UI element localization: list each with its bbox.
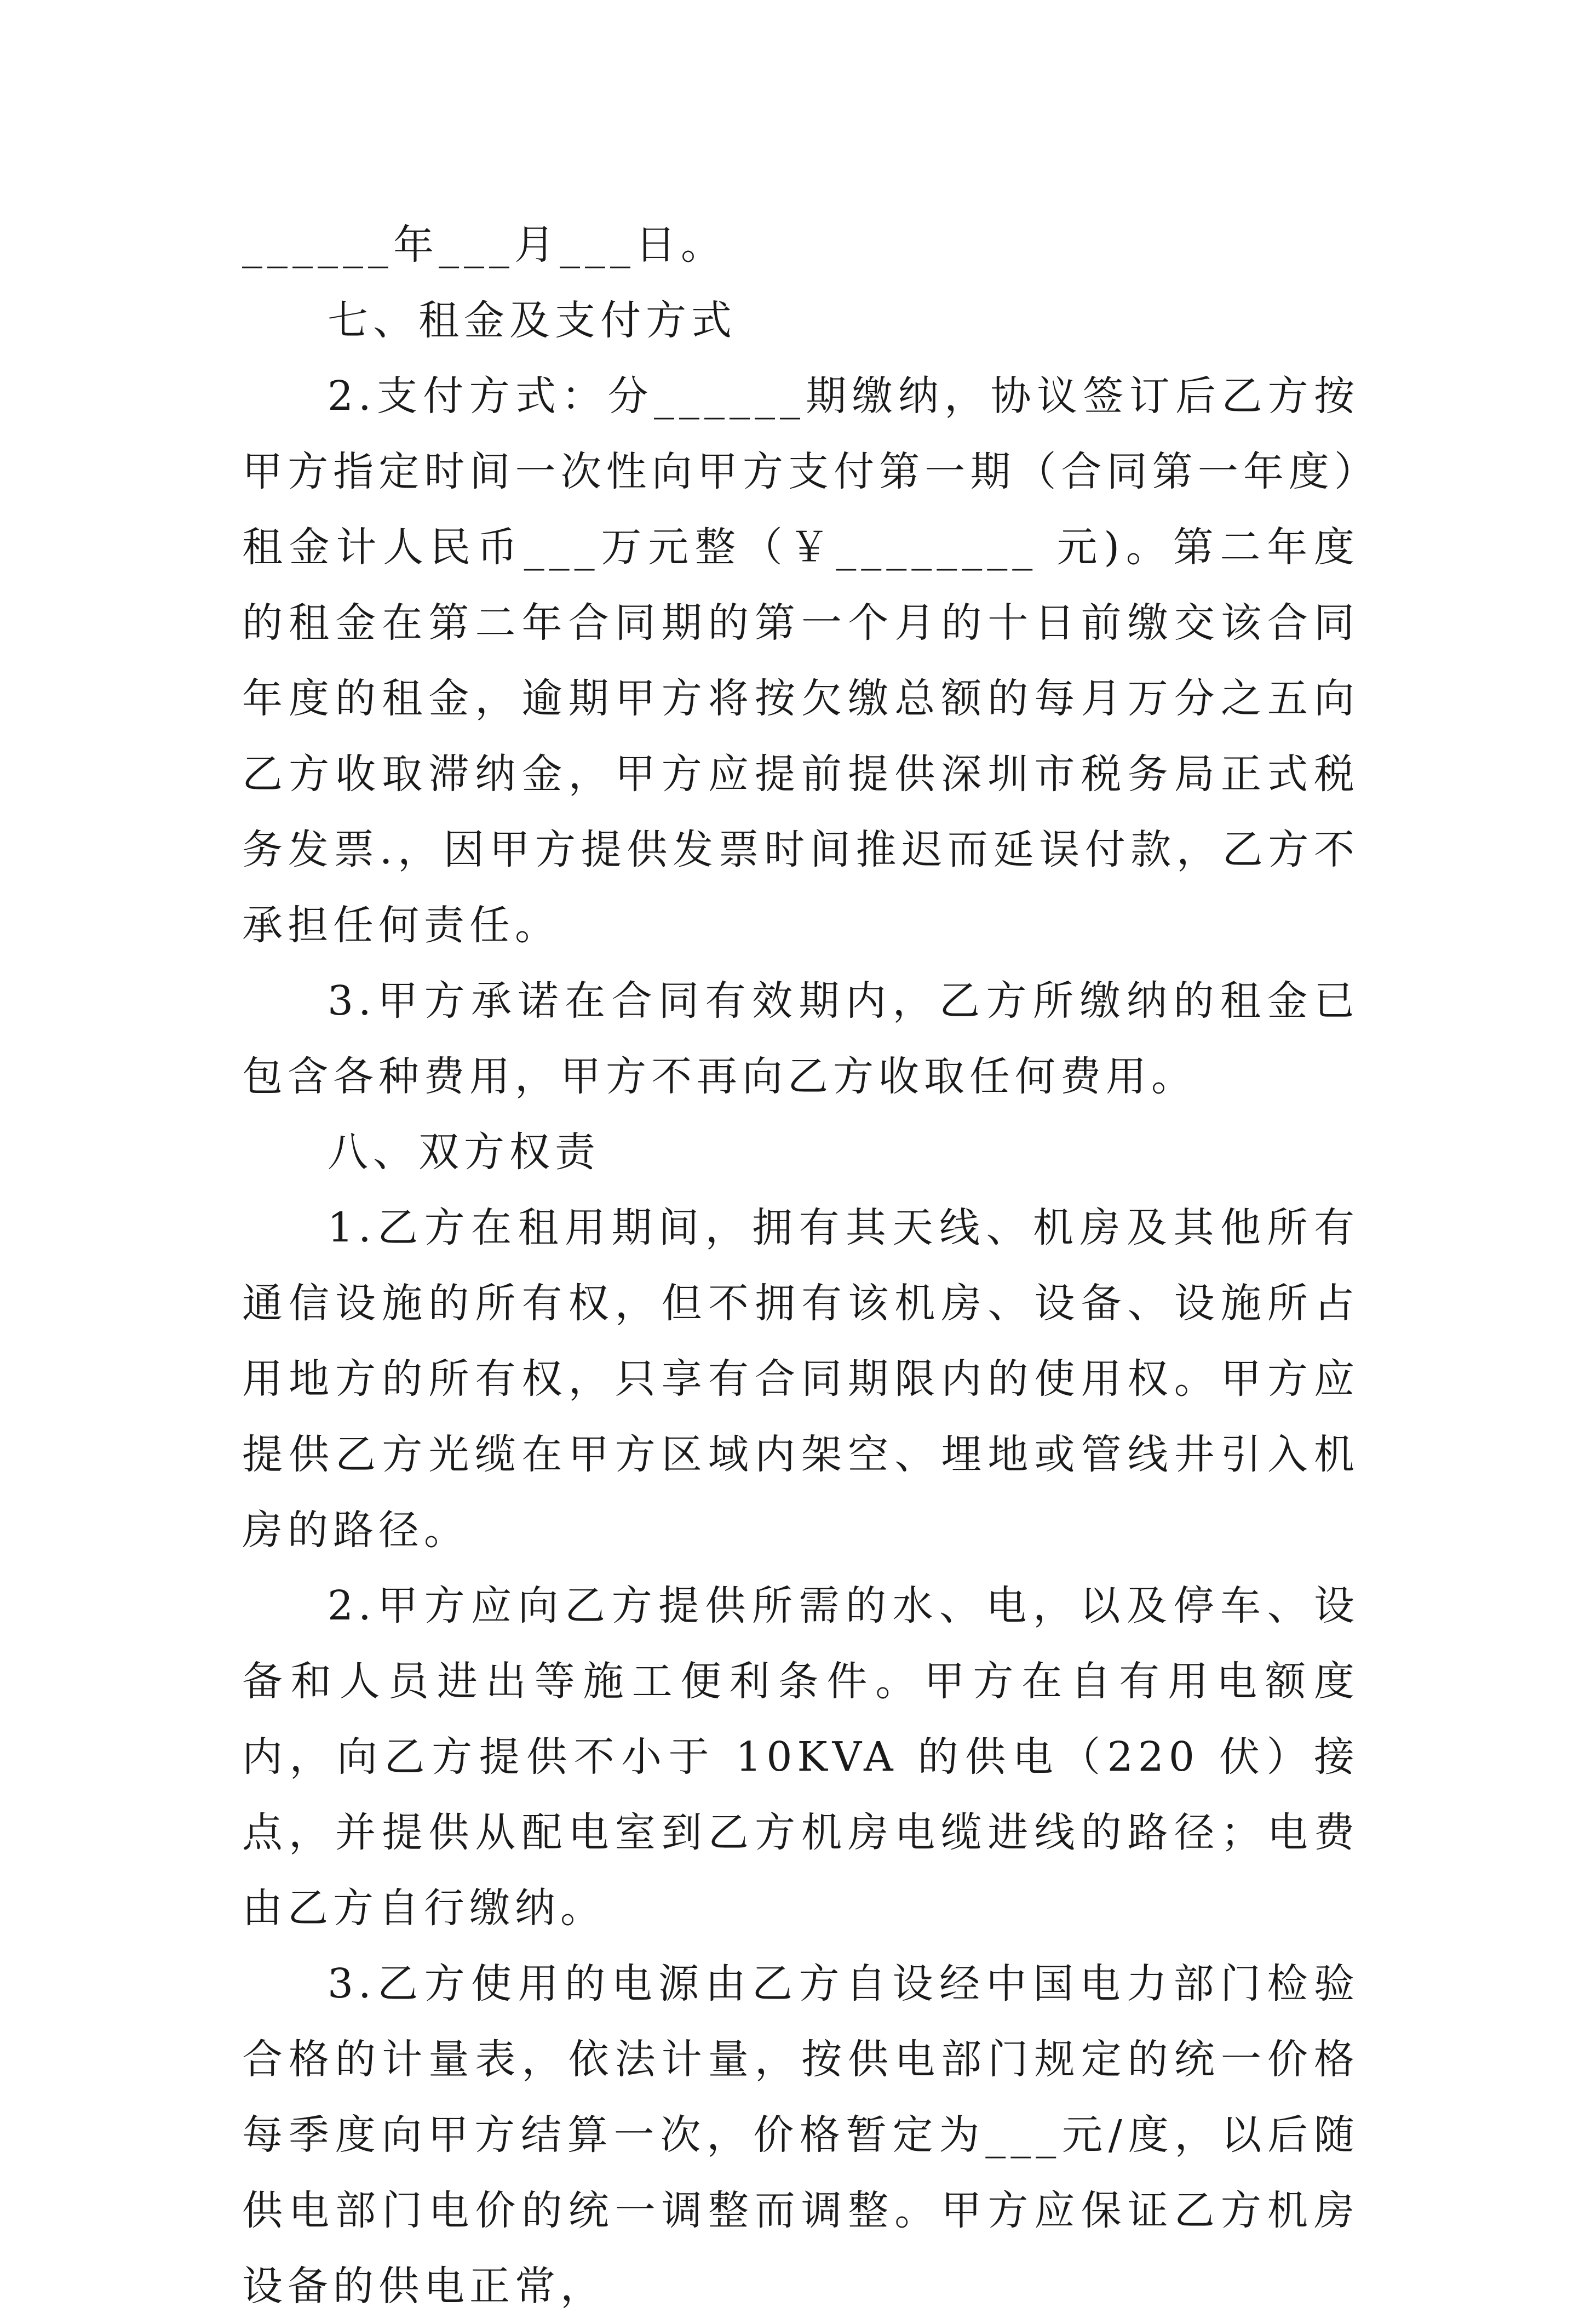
section-heading-rent: 七、租金及支付方式 — [328, 297, 737, 344]
section-heading-rights: 八、双方权责 — [328, 1129, 600, 1176]
clause-ownership: 1.乙方在租用期间，拥有其天线、机房及其他所有通信设施的所有权，但不拥有该机房、设备、设施所占用地方的所有权，只享有合同期限内的使用权。甲方应提供乙方光缆在甲方区域内架空、埋地或管线井引入机房的路径。 — [242, 1204, 1359, 1554]
clause-payment-method: 2.支付方式：分______期缴纳，协议签订后乙方按甲方指定时间一次性向甲方支付第一期（合同第一年度）租金计人民币___万元整（￥________ 元)。第二年度的租金在第二年合同期的第一个月的十日前缴交该合同年度的租金，逾期甲方将按欠缴总额的每月万分之五向乙方收取滞纳金，甲方应提前提供深圳市税务局正式税务发票.，因甲方提供发票时间推迟而延误付款，乙方不承担任何责任。 — [242, 373, 1359, 949]
clause-utilities: 2.甲方应向乙方提供所需的水、电，以及停车、设备和人员进出等施工便利条件。甲方在自有用电额度内，向乙方提供不小于 10KVA 的供电（220 伏）接点，并提供从配电室到乙方机房电缆进线的路径；电费由乙方自行缴纳。 — [242, 1582, 1359, 1932]
document-body — [242, 207, 1359, 2324]
date-line: ______年___月___日。 — [242, 221, 726, 268]
clause-fees-included: 3.甲方承诺在合同有效期内，乙方所缴纳的租金已包含各种费用，甲方不再向乙方收取任何费用。 — [242, 977, 1359, 1100]
clause-power-meter: 3.乙方使用的电源由乙方自设经中国电力部门检验合格的计量表，依法计量，按供电部门规定的统一价格每季度向甲方结算一次，价格暂定为___元/度，以后随供电部门电价的统一调整而调整。甲方应保证乙方机房设备的供电正常， — [242, 1960, 1359, 2310]
